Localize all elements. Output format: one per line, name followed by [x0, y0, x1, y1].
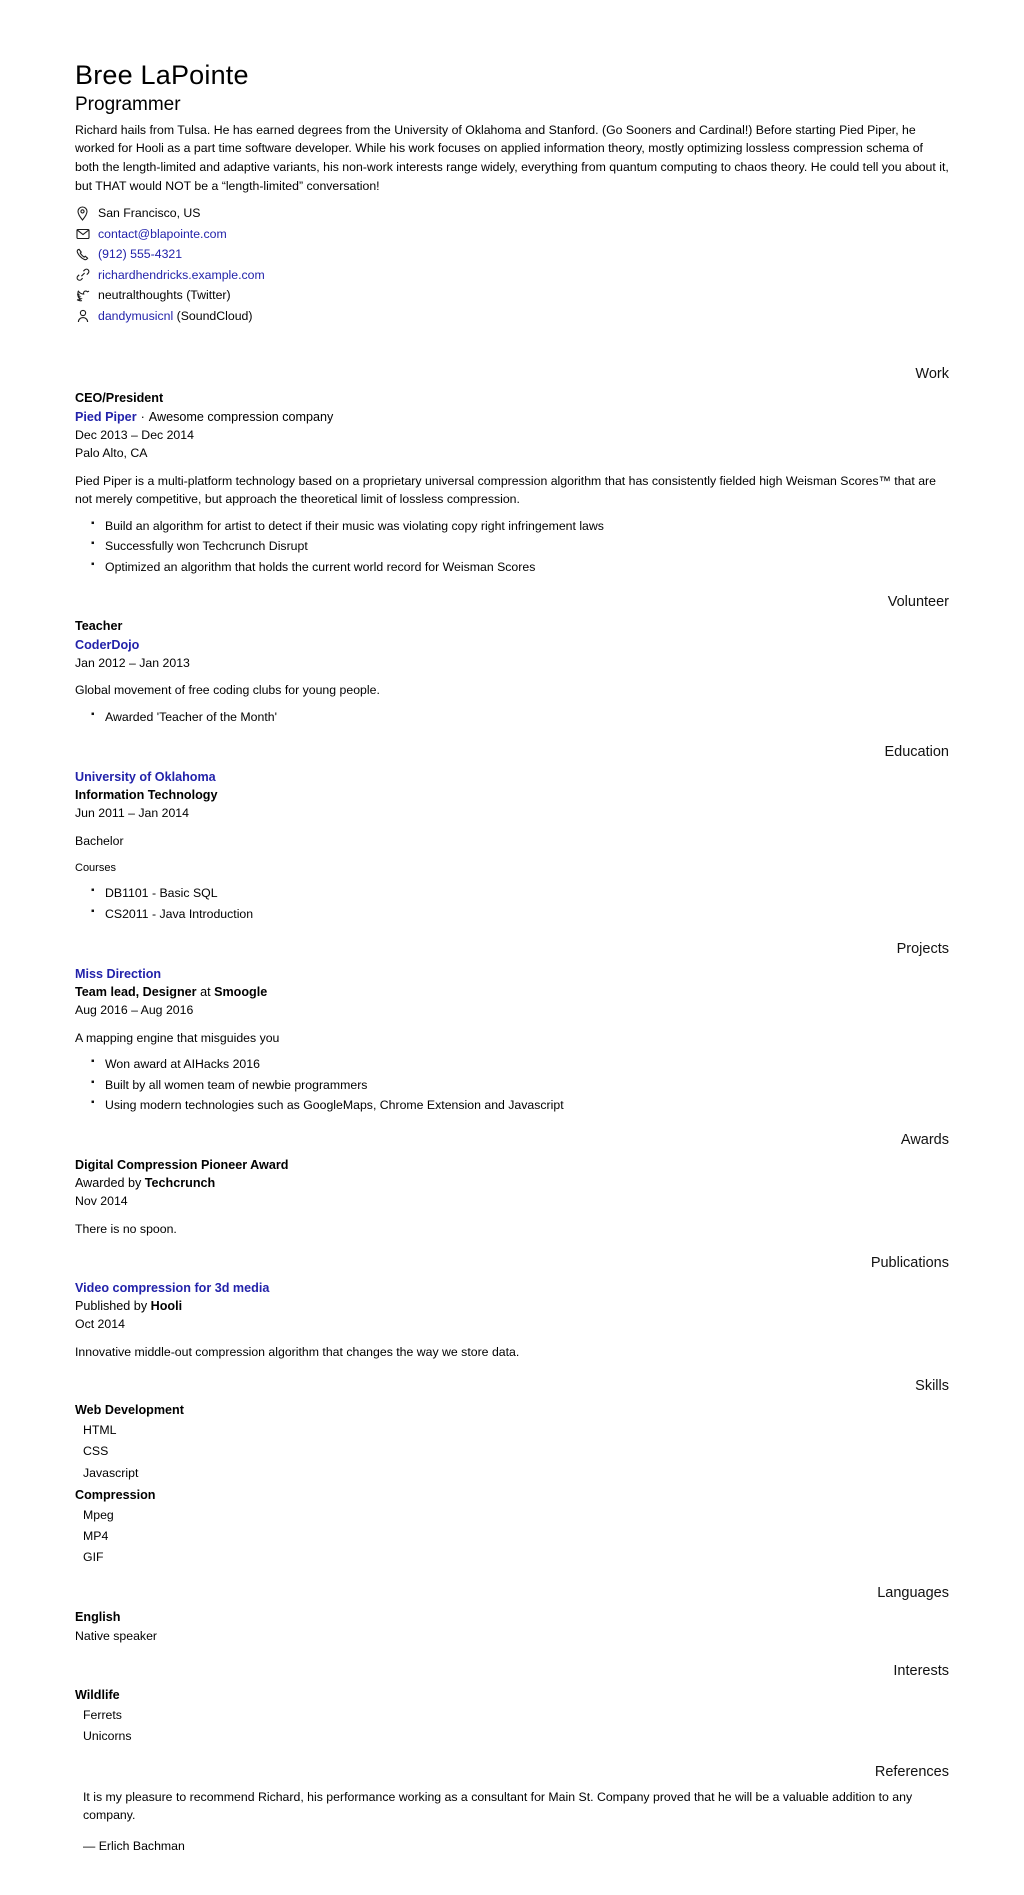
volunteer-dates: Jan 2012 – Jan 2013 [75, 655, 190, 670]
header-role: Programmer [75, 93, 181, 115]
section-education [75, 744, 949, 924]
list-item: ▪ Optimized an algorithm that holds the current world record for Weisman Scores [91, 557, 949, 577]
section-title-languages: Languages [877, 1584, 949, 1601]
list-item: ▪ Built by all women team of newbie programmers [91, 1075, 949, 1095]
project-roles: Team lead, Designer [75, 984, 197, 999]
section-languages [75, 1585, 949, 1646]
section-title-volunteer: Volunteer [887, 593, 949, 610]
section-publications [75, 1255, 949, 1361]
work-summary: Pied Piper is a multi-platform technology based on a proprietary universal compression algorithm that has consistently fielded high Weisman Scores™ that are not merely competitive, but approach the theoretical limit of lossless compression. [75, 473, 936, 507]
work-org-link[interactable]: Pied Piper [75, 409, 137, 424]
skill-keyword: GIF [83, 1549, 104, 1564]
contact-website[interactable] [75, 265, 949, 285]
interest-group-name: Wildlife [75, 1688, 120, 1703]
project-name-link[interactable]: Miss Direction [75, 966, 162, 981]
section-title-projects: Projects [896, 941, 949, 958]
contact-email[interactable] [75, 224, 949, 244]
work-org [75, 408, 949, 426]
award-title: Digital Compression Pioneer Award [75, 1157, 289, 1172]
phone-icon [75, 247, 90, 262]
volunteer-org-link[interactable]: CoderDojo [75, 637, 140, 652]
contact-soundcloud-wrap [98, 307, 252, 325]
skill-group [75, 1486, 949, 1568]
page-title: Bree LaPointe [75, 60, 249, 90]
project-highlights [75, 1054, 949, 1115]
list-item: ▪ DB1101 - Basic SQL [91, 883, 949, 903]
reference-entry [75, 1788, 949, 1855]
skill-group [75, 1401, 949, 1483]
link-icon [75, 267, 90, 282]
header-summary: Richard hails from Tulsa. He has earned degrees from the University of Oklahoma and Stanford. (Go Sooners and Cardinal!) Before starting Pied Piper, he worked for Hooli as a part time software developer. While his work focuses on applied information theory, mostly optimizing lossless compression schema of both the length-limited and adaptive variants, his non-work interests range widely, everything from quantum computing to chaos theory. He could tell you about it, but THAT would NOT be a “length-limited” conversation! [75, 122, 949, 193]
project-name [75, 965, 949, 983]
list-item: ▪ Successfully won Techcrunch Disrupt [91, 536, 949, 556]
work-entry [75, 389, 949, 577]
publication-summary: Innovative middle-out compression algorithm that changes the way we store data. [75, 1344, 520, 1359]
list-item: ▪ CS2011 - Java Introduction [91, 904, 949, 924]
volunteer-position: Teacher [75, 619, 123, 634]
education-study-type: Bachelor [75, 833, 124, 848]
skill-keyword: Javascript [83, 1465, 139, 1480]
contact-soundcloud-suffix: (SoundCloud) [173, 308, 253, 323]
list-item: ▪ Awarded 'Teacher of the Month' [91, 707, 949, 727]
skill-keyword: MP4 [83, 1528, 109, 1543]
education-institution-link[interactable]: University of Oklahoma [75, 769, 216, 784]
award-summary: There is no spoon. [75, 1221, 177, 1236]
list-item: ▪ Using modern technologies such as GoogleMaps, Chrome Extension and Javascript [91, 1095, 949, 1115]
project-at: at [200, 984, 211, 999]
project-roles-line [75, 983, 949, 1001]
project-dates: Aug 2016 – Aug 2016 [75, 1003, 194, 1018]
publication-publisher-label: Published by [75, 1298, 148, 1313]
reference-text: It is my pleasure to recommend Richard, his performance working as a consultant for Main St. Company proved that he will be a valuable addition to any company. [83, 1789, 913, 1823]
language-fluency: Native speaker [75, 1629, 158, 1644]
award-awarder-line [75, 1174, 949, 1192]
resume-header [75, 60, 949, 326]
education-area: Information Technology [75, 787, 218, 802]
contact-list [75, 203, 949, 326]
reference-name: — Erlich Bachman [83, 1838, 185, 1853]
section-skills [75, 1378, 949, 1568]
education-courses [75, 883, 949, 924]
contact-twitter-text: neutralthoughts (Twitter) [98, 288, 231, 303]
volunteer-summary: Global movement of free coding clubs for young people. [75, 683, 380, 698]
skill-group-name: Web Development [75, 1403, 184, 1418]
publication-name [75, 1279, 949, 1297]
section-awards [75, 1132, 949, 1238]
project-entity: Smoogle [214, 984, 268, 999]
skill-keyword: HTML [83, 1423, 117, 1438]
section-projects [75, 941, 949, 1115]
work-location: Palo Alto, CA [75, 446, 148, 461]
award-awarder: Techcrunch [144, 1176, 216, 1191]
section-title-awards: Awards [900, 1132, 949, 1149]
contact-location [75, 203, 949, 223]
section-work [75, 366, 949, 577]
contact-phone[interactable] [75, 244, 949, 264]
work-highlights [75, 516, 949, 577]
section-volunteer [75, 594, 949, 727]
section-title-interests: Interests [893, 1662, 949, 1679]
skill-keyword: CSS [83, 1444, 109, 1459]
section-title-skills: Skills [915, 1377, 949, 1394]
award-awarder-label: Awarded by [75, 1176, 142, 1191]
section-title-work: Work [915, 366, 949, 383]
publication-publisher-line [75, 1297, 949, 1315]
person-icon [75, 308, 90, 323]
work-dates: Dec 2013 – Dec 2014 [75, 427, 194, 442]
section-title-references: References [874, 1764, 949, 1781]
volunteer-org [75, 636, 949, 654]
section-interests [75, 1663, 949, 1748]
contact-soundcloud[interactable] [75, 306, 949, 326]
education-dates: Jun 2011 – Jan 2014 [75, 806, 189, 821]
contact-soundcloud-link[interactable]: dandymusicnl [98, 308, 174, 323]
volunteer-highlights [75, 707, 949, 727]
education-courses-label: Courses [75, 861, 116, 874]
education-entry [75, 768, 949, 925]
project-description: A mapping engine that misguides you [75, 1030, 280, 1045]
envelope-icon [75, 227, 90, 242]
publication-entry [75, 1279, 949, 1361]
contact-website-link[interactable]: richardhendricks.example.com [98, 267, 265, 282]
award-entry [75, 1156, 949, 1238]
section-title-education: Education [884, 744, 949, 761]
twitter-icon [75, 288, 90, 303]
publication-name-link[interactable]: Video compression for 3d media [75, 1280, 270, 1295]
contact-email-link[interactable]: contact@blapointe.com [98, 226, 227, 241]
publication-publisher: Hooli [150, 1298, 183, 1313]
skill-keyword: Mpeg [83, 1507, 114, 1522]
contact-location-text: San Francisco, US [98, 206, 201, 221]
work-position: CEO/President [75, 391, 164, 406]
interest-keyword: Unicorns [83, 1729, 132, 1744]
language-entry [75, 1608, 949, 1645]
work-org-separator: · [140, 409, 145, 424]
skill-group-name: Compression [75, 1487, 156, 1502]
work-org-description: Awesome compression company [148, 409, 334, 424]
interest-group [75, 1686, 949, 1747]
contact-twitter [75, 285, 949, 305]
volunteer-entry [75, 617, 949, 727]
publication-date: Oct 2014 [75, 1317, 125, 1332]
project-entry [75, 965, 949, 1116]
award-date: Nov 2014 [75, 1194, 128, 1209]
interest-keyword: Ferrets [83, 1707, 122, 1722]
contact-phone-link[interactable]: (912) 555-4321 [98, 247, 183, 262]
map-pin-icon [75, 206, 90, 221]
section-references [75, 1764, 949, 1855]
education-institution [75, 768, 949, 786]
section-title-publications: Publications [870, 1255, 949, 1272]
language-name: English [75, 1610, 121, 1625]
list-item: ▪ Build an algorithm for artist to detect if their music was violating copy right infringement laws [91, 516, 949, 536]
list-item: ▪ Won award at AIHacks 2016 [91, 1054, 949, 1074]
